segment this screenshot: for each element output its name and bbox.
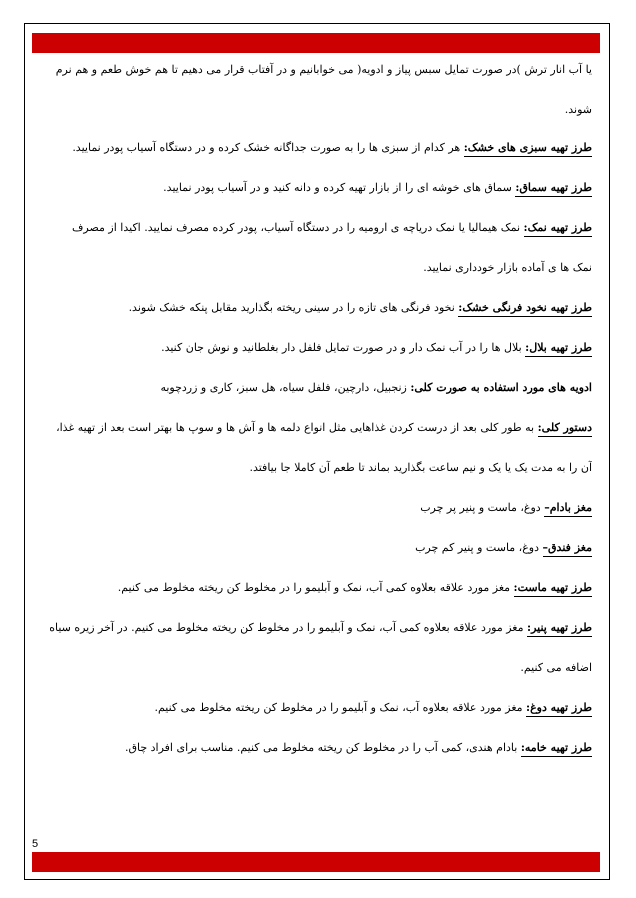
spices-entry	[40, 378, 592, 418]
entry-text: بادام هندی، کمی آب را در مخلوط کن ریخته مخلوط می کنیم. مناسب برای افراد چاق.	[124, 741, 521, 754]
hazelnut-entry	[40, 538, 592, 578]
entry-heading: مغز فندق–	[543, 541, 592, 557]
entry-text: مغز مورد علاقه بعلاوه کمی آب، نمک و آبلیمو را در مخلوط کن ریخته مخلوط می کنیم. در آخر زیره سیاه	[49, 621, 528, 634]
entry-text: مغز مورد علاقه بعلاوه کمی آب، نمک و آبلیمو را در مخلوط کن ریخته مخلوط می کنیم.	[117, 581, 514, 594]
entry-text: هر کدام از سبزی ها را به صورت جداگانه خشک کرده و در دستگاه آسیاب پودر نمایید.	[72, 141, 464, 154]
entry-text: نمک هیمالیا یا نمک دریاچه ی ارومیه را در دستگاه آسیاب، پودر کرده مصرف نمایید. اکیدا از مصرف	[72, 221, 524, 234]
document-body	[40, 60, 592, 778]
doogh-entry	[40, 698, 592, 738]
entry-heading: طرز تهیه پنیر:	[527, 621, 592, 637]
entry-heading: طرز تهیه سماق:	[515, 181, 592, 197]
entry-heading: طرز تهیه خامه:	[521, 741, 592, 757]
sumac-entry	[40, 178, 592, 218]
salt-entry	[40, 218, 592, 258]
cheese-entry	[40, 618, 592, 658]
entry-text: زنجبیل، دارچین، فلفل سیاه، هل سبز، کاری و زردچوبه	[160, 381, 411, 394]
entry-heading: طرز تهیه نخود فرنگی خشک:	[458, 301, 592, 317]
footer-red-band	[32, 852, 600, 872]
paragraph-line: شوند.	[564, 103, 592, 116]
entry-heading: طرز تهیه نمک:	[524, 221, 592, 237]
corn-entry	[40, 338, 592, 378]
paragraph-line: یا آب انار ترش )در صورت تمایل سبس پیاز و ادویه( می خوابانیم و در آفتاب قرار می دهیم تا هم خوش طعم و هم نرم	[55, 63, 592, 76]
entry-text: مغز مورد علاقه بعلاوه آب، نمک و آبلیمو را در مخلوط کن ریخته مخلوط می کنیم.	[154, 701, 527, 714]
entry-text: نخود فرنگی های تازه را در سینی ریخته بگذارید مقابل پنکه خشک شوند.	[128, 301, 459, 314]
entry-text: سماق های خوشه ای را از بازار تهیه کرده و دانه کنید و در آسیاب پودر نمایید.	[163, 181, 516, 194]
entry-text: دوغ، ماست و پنیر کم چرب	[415, 541, 543, 554]
entry-text: دوغ، ماست و پنیر پر چرب	[420, 501, 545, 514]
entry-heading: طرز تهیه دوغ:	[526, 701, 592, 717]
entry-heading: طرز تهیه بلال:	[525, 341, 592, 357]
herb-drying-entry	[40, 138, 592, 178]
cream-entry	[40, 738, 592, 778]
entry-heading: دستور کلی:	[538, 421, 592, 437]
yogurt-entry	[40, 578, 592, 618]
general-instruction-entry	[40, 418, 592, 458]
entry-heading: ادویه های مورد استفاده به صورت کلی:	[410, 381, 592, 394]
entry-text: بلال ها را در آب نمک دار و در صورت تمایل فلفل دار بغلطانید و نوش جان کنید.	[161, 341, 526, 354]
entry-text: به طور کلی بعد از درست کردن غذاهایی مثل انواع دلمه ها و آش ها و سوپ ها بهتر است بعد از تهیه غذا،	[56, 421, 538, 434]
almond-entry	[40, 498, 592, 538]
dried-peas-entry	[40, 298, 592, 338]
paragraph-line: نمک ها ی آماده بازار خودداری نمایید.	[423, 261, 592, 274]
page-number: 5	[32, 838, 39, 850]
header-red-band	[32, 33, 600, 53]
entry-heading: طرز تهیه سبزی های خشک:	[464, 141, 592, 157]
paragraph-line: آن را به مدت یک یا یک و نیم ساعت بگذارید بماند تا طعم آن کاملا جا بیافتد.	[249, 461, 592, 474]
entry-heading: مغز بادام–	[544, 501, 592, 517]
paragraph-line: اضافه می کنیم.	[520, 661, 592, 674]
entry-heading: طرز تهیه ماست:	[514, 581, 592, 597]
